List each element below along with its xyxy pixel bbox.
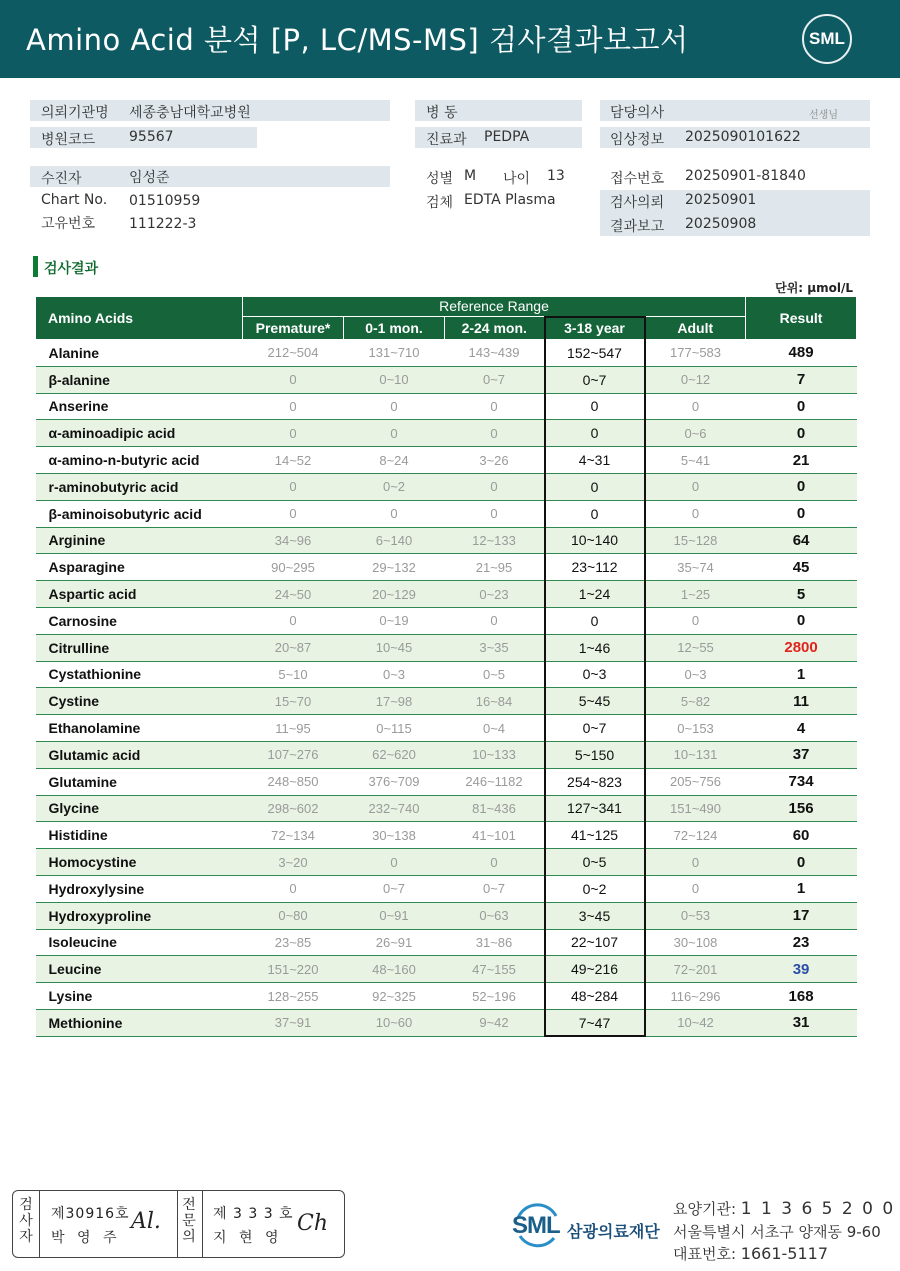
table-row [36,929,857,956]
col-range-premature: Premature* [243,317,344,340]
reference-range-cell: 0 [445,849,545,876]
reference-range-cell: 248~850 [243,768,344,795]
result-value: 17 [746,902,857,929]
reference-range-cell: 0~5 [545,849,645,876]
reference-range-cell: 0 [645,500,746,527]
reference-range-cell: 1~25 [645,581,746,608]
reference-range-cell: 5~41 [645,447,746,474]
result-value: 1 [746,661,857,688]
reference-range-cell: 26~91 [344,929,445,956]
reference-range-cell: 6~140 [344,527,445,554]
reference-range-cell: 128~255 [243,983,344,1010]
reference-range-cell: 72~134 [243,822,344,849]
reference-range-cell: 10~131 [645,741,746,768]
amino-acid-name: Glycine [36,795,243,822]
results-body [36,340,857,1037]
amino-acid-name: Leucine [36,956,243,983]
checker-license: 제30916호 [51,1206,130,1222]
result-value: 0 [746,393,857,420]
reference-range-cell: 177~583 [645,340,746,367]
reference-range-cell: 24~50 [243,581,344,608]
result-value: 156 [746,795,857,822]
amino-acid-name: Lysine [36,983,243,1010]
table-row [36,420,857,447]
reference-range-cell: 22~107 [545,929,645,956]
reference-range-cell: 0 [645,849,746,876]
reference-range-cell: 0 [645,607,746,634]
table-row [36,795,857,822]
amino-acid-name: Carnosine [36,607,243,634]
result-value: 168 [746,983,857,1010]
reference-range-cell: 0~53 [645,902,746,929]
reference-range-cell: 0 [243,366,344,393]
reference-range-cell: 254~823 [545,768,645,795]
col-range-2-24mon: 2-24 mon. [445,317,545,340]
sex-label: 성별 [426,171,454,187]
reference-range-cell: 0~91 [344,902,445,929]
reference-range-cell: 0 [445,420,545,447]
specialist-signature: Ch [297,1211,329,1236]
checker-signature: Al. [131,1209,161,1234]
amino-acid-name: β-aminoisobutyric acid [36,500,243,527]
reference-range-cell: 31~86 [445,929,545,956]
signature-divider [202,1191,203,1257]
table-row [36,741,857,768]
reference-range-cell: 15~70 [243,688,344,715]
col-result: Result [746,297,857,340]
specimen-value: EDTA Plasma [464,192,556,208]
unique-id-label: 고유번호 [41,216,96,232]
table-row [36,956,857,983]
table-row [36,1009,857,1036]
result-value: 39 [746,956,857,983]
col-range-adult: Adult [645,317,746,340]
reference-range-cell: 90~295 [243,554,344,581]
reference-range-cell: 212~504 [243,340,344,367]
reference-range-cell: 0~12 [645,366,746,393]
table-row [36,902,857,929]
reference-range-cell: 23~85 [243,929,344,956]
reference-range-cell: 1~24 [545,581,645,608]
table-row [36,393,857,420]
reference-range-cell: 10~42 [645,1009,746,1036]
amino-acid-name: Alanine [36,340,243,367]
reference-range-cell: 0~80 [243,902,344,929]
table-row [36,849,857,876]
reference-range-cell: 0~2 [545,875,645,902]
reference-range-cell: 10~140 [545,527,645,554]
sex-value: M [464,168,477,184]
table-row [36,634,857,661]
result-value: 4 [746,715,857,742]
reference-range-cell: 0 [243,875,344,902]
clinical-label: 임상정보 [610,132,665,148]
signature-box [12,1190,345,1258]
agency-number: 1 1 3 6 5 2 0 0 [740,1199,896,1219]
reference-range-cell: 4~31 [545,447,645,474]
amino-acid-name: Cystine [36,688,243,715]
result-value: 0 [746,420,857,447]
table-row [36,875,857,902]
request-value: 20250901 [685,192,757,208]
reference-range-cell: 0 [344,500,445,527]
reference-range-cell: 3~45 [545,902,645,929]
table-row [36,500,857,527]
reference-range-cell: 35~74 [645,554,746,581]
reference-range-cell: 30~108 [645,929,746,956]
reference-range-cell: 52~196 [445,983,545,1010]
sml-footer-logo-text: SML [512,1212,560,1239]
ward-label: 병 동 [426,105,458,121]
reference-range-cell: 0~7 [545,715,645,742]
signature-divider [177,1191,178,1257]
reference-range-cell: 205~756 [645,768,746,795]
reference-range-cell: 37~91 [243,1009,344,1036]
reference-range-cell: 0 [645,473,746,500]
specialist-license: 제 3 3 3 호 [213,1206,294,1222]
reference-range-cell: 49~216 [545,956,645,983]
reference-range-cell: 0~63 [445,902,545,929]
reference-range-cell: 16~84 [445,688,545,715]
reference-range-cell: 0 [243,393,344,420]
reference-range-cell: 1~46 [545,634,645,661]
reference-range-cell: 10~133 [445,741,545,768]
unit-label: 단위: μmol/L [775,281,853,295]
reference-range-cell: 10~45 [344,634,445,661]
hospital-code-label: 병원코드 [41,132,96,148]
reference-range-cell: 0~19 [344,607,445,634]
reference-range-cell: 0~3 [645,661,746,688]
reference-range-cell: 0 [445,393,545,420]
reference-range-cell: 151~220 [243,956,344,983]
reference-range-cell: 0 [344,393,445,420]
reference-range-cell: 246~1182 [445,768,545,795]
reference-range-cell: 92~325 [344,983,445,1010]
amino-acid-name: Anserine [36,393,243,420]
reference-range-cell: 152~547 [545,340,645,367]
reference-range-cell: 0~3 [545,661,645,688]
reference-range-cell: 5~45 [545,688,645,715]
reference-range-cell: 0 [344,849,445,876]
col-range-0-1mon: 0-1 mon. [344,317,445,340]
reference-range-cell: 0~7 [545,366,645,393]
reference-range-cell: 34~96 [243,527,344,554]
reference-range-cell: 0 [445,473,545,500]
reference-range-cell: 0~4 [445,715,545,742]
result-value: 60 [746,822,857,849]
reference-range-cell: 0~7 [445,875,545,902]
reference-range-cell: 81~436 [445,795,545,822]
reference-range-cell: 0 [445,607,545,634]
result-value: 0 [746,500,857,527]
amino-acid-name: Arginine [36,527,243,554]
amino-acid-name: Homocystine [36,849,243,876]
reference-range-cell: 5~82 [645,688,746,715]
reference-range-cell: 30~138 [344,822,445,849]
reference-range-cell: 0 [545,473,645,500]
result-value: 45 [746,554,857,581]
amino-acid-name: Ethanolamine [36,715,243,742]
reference-range-cell: 0~7 [445,366,545,393]
sml-logo [802,14,852,64]
reference-range-cell: 0 [545,607,645,634]
phone-number: 1661-5117 [740,1244,829,1263]
amino-acid-name: Cystathionine [36,661,243,688]
patient-name-value: 임성준 [129,170,170,186]
amino-acid-name: Aspartic acid [36,581,243,608]
reference-range-cell: 0 [645,393,746,420]
col-amino-acids: Amino Acids [36,297,243,340]
result-value: 7 [746,366,857,393]
age-label: 나이 [503,171,531,187]
reference-range-cell: 15~128 [645,527,746,554]
reference-range-cell: 3~35 [445,634,545,661]
signature-divider [39,1191,40,1257]
amino-acid-name: Glutamic acid [36,741,243,768]
result-value: 1 [746,875,857,902]
report-title: Amino Acid 분석 [P, LC/MS-MS] 검사결과보고서 [26,23,689,57]
amino-acid-name: Asparagine [36,554,243,581]
reference-range-cell: 0 [645,875,746,902]
sml-logo-text: SML [809,29,845,48]
report-header [0,0,900,78]
specimen-label: 검체 [426,195,454,211]
reference-range-cell: 62~620 [344,741,445,768]
amino-acid-name: α-amino-n-butyric acid [36,447,243,474]
reference-range-cell: 0 [545,420,645,447]
result-value: 37 [746,741,857,768]
reference-range-cell: 0 [545,500,645,527]
phone-label: 대표번호: [673,1245,737,1263]
table-row [36,607,857,634]
reference-range-cell: 48~160 [344,956,445,983]
clinical-value: 2025090101622 [685,129,801,145]
reference-range-cell: 20~129 [344,581,445,608]
reference-range-cell: 151~490 [645,795,746,822]
reference-range-cell: 143~439 [445,340,545,367]
reference-range-cell: 7~47 [545,1009,645,1036]
specialist-label: 전문의 [182,1197,196,1245]
reference-range-cell: 0 [243,607,344,634]
result-value: 21 [746,447,857,474]
col-reference-range: Reference Range [243,297,746,317]
table-row [36,366,857,393]
result-value: 31 [746,1009,857,1036]
reference-range-cell: 72~201 [645,956,746,983]
doctor-label: 담당의사 [610,105,665,121]
reference-range-cell: 0 [344,420,445,447]
amino-acid-name: Hydroxylysine [36,875,243,902]
result-value: 489 [746,340,857,367]
reference-range-cell: 0~2 [344,473,445,500]
result-value: 11 [746,688,857,715]
patient-name-label: 수진자 [41,171,82,187]
reference-range-cell: 376~709 [344,768,445,795]
reference-range-cell: 72~124 [645,822,746,849]
amino-acid-name: Methionine [36,1009,243,1036]
table-row [36,715,857,742]
reference-range-cell: 8~24 [344,447,445,474]
table-row [36,983,857,1010]
amino-acid-name: Isoleucine [36,929,243,956]
reference-range-cell: 23~112 [545,554,645,581]
phone-info [673,1243,828,1264]
reference-range-cell: 0 [243,420,344,447]
table-row [36,340,857,367]
report-date-value: 20250908 [685,216,757,232]
result-value: 23 [746,929,857,956]
hospital-code-value: 95567 [129,129,174,145]
result-value: 2800 [746,634,857,661]
address: 서울특별시 서초구 양재동 9-60 [673,1223,881,1241]
reference-range-cell: 10~60 [344,1009,445,1036]
reference-range-cell: 0~23 [445,581,545,608]
reference-range-cell: 41~125 [545,822,645,849]
institution-label: 의뢰기관명 [41,105,109,121]
reference-range-cell: 0~5 [445,661,545,688]
patient-name-box [30,166,390,187]
org-name: 삼광의료재단 [567,1222,660,1241]
section-title: 검사결과 [44,261,99,277]
result-value: 0 [746,607,857,634]
table-row [36,822,857,849]
dept-value: PEDPA [484,129,530,145]
result-value: 5 [746,581,857,608]
reference-range-cell: 3~26 [445,447,545,474]
receipt-value: 20250901-81840 [685,168,806,184]
result-value: 0 [746,473,857,500]
reference-range-cell: 21~95 [445,554,545,581]
reference-range-cell: 298~602 [243,795,344,822]
reference-range-cell: 0~153 [645,715,746,742]
reference-range-cell: 107~276 [243,741,344,768]
table-row [36,581,857,608]
amino-acid-name: Citrulline [36,634,243,661]
age-value: 13 [547,168,565,184]
report-date-label: 결과보고 [610,219,665,235]
reference-range-cell: 20~87 [243,634,344,661]
reference-range-cell: 232~740 [344,795,445,822]
reference-range-cell: 0~6 [645,420,746,447]
table-row [36,473,857,500]
reference-range-cell: 3~20 [243,849,344,876]
reference-range-cell: 127~341 [545,795,645,822]
reference-range-cell: 9~42 [445,1009,545,1036]
result-value: 0 [746,849,857,876]
reference-range-cell: 0 [445,500,545,527]
specialist-name: 지 현 영 [213,1230,283,1246]
agency-label: 요양기관: [673,1200,737,1218]
reference-range-cell: 47~155 [445,956,545,983]
table-row [36,554,857,581]
checker-label: 검사자 [19,1197,33,1245]
reference-range-cell: 131~710 [344,340,445,367]
reference-range-cell: 14~52 [243,447,344,474]
reference-range-cell: 0 [243,500,344,527]
reference-range-cell: 0~7 [344,875,445,902]
results-table [35,296,857,1037]
chart-no-label: Chart No. [41,192,108,208]
table-row [36,768,857,795]
result-value: 734 [746,768,857,795]
reference-range-cell: 17~98 [344,688,445,715]
result-value: 64 [746,527,857,554]
receipt-label: 접수번호 [610,171,665,187]
reference-range-cell: 48~284 [545,983,645,1010]
reference-range-cell: 0~115 [344,715,445,742]
doctor-suffix: 선생님 [809,110,838,121]
amino-acid-name: Glutamine [36,768,243,795]
table-row [36,527,857,554]
reference-range-cell: 12~133 [445,527,545,554]
table-row [36,447,857,474]
amino-acid-name: Histidine [36,822,243,849]
reference-range-cell: 41~101 [445,822,545,849]
agency-info [673,1198,895,1219]
section-marker [33,256,38,277]
col-range-3-18year: 3-18 year [545,317,645,340]
dept-label: 진료과 [426,132,467,148]
reference-range-cell: 0 [243,473,344,500]
reference-range-cell: 0~10 [344,366,445,393]
chart-no-value: 01510959 [129,193,201,209]
amino-acid-name: Hydroxyproline [36,902,243,929]
reference-range-cell: 116~296 [645,983,746,1010]
reference-range-cell: 11~95 [243,715,344,742]
institution-value: 세종충남대학교병원 [129,105,251,121]
reference-range-cell: 5~150 [545,741,645,768]
request-label: 검사의뢰 [610,195,665,211]
unique-id-value: 111222-3 [129,216,197,232]
reference-range-cell: 12~55 [645,634,746,661]
checker-name: 박 영 주 [51,1230,121,1246]
table-row [36,661,857,688]
reference-range-cell: 29~132 [344,554,445,581]
amino-acid-name: r-aminobutyric acid [36,473,243,500]
reference-range-cell: 5~10 [243,661,344,688]
amino-acid-name: β-alanine [36,366,243,393]
table-row [36,688,857,715]
reference-range-cell: 0~3 [344,661,445,688]
reference-range-cell: 0 [545,393,645,420]
amino-acid-name: α-aminoadipic acid [36,420,243,447]
